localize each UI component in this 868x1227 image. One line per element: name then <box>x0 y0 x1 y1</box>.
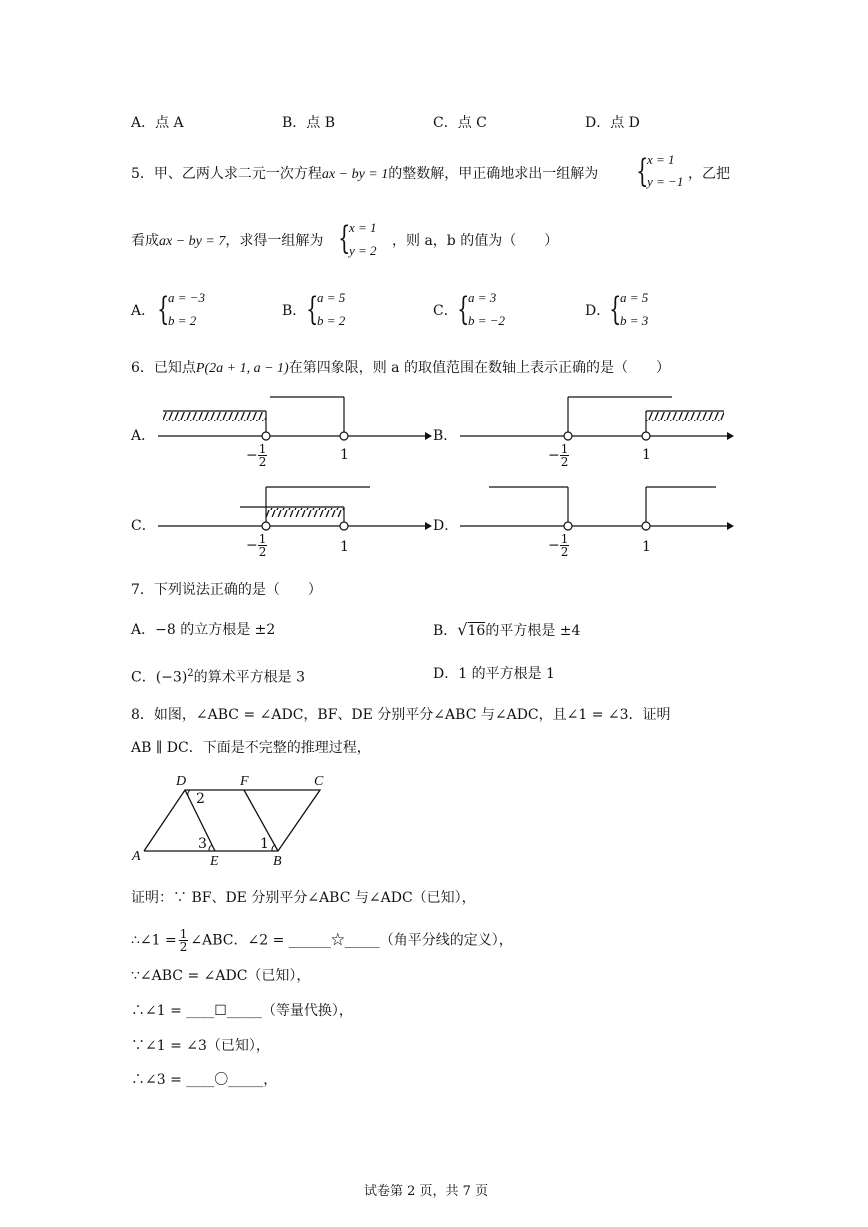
q5-option-a-label: A． <box>131 303 156 319</box>
q5-brace-2: { <box>338 219 351 257</box>
fig-label-1: 1 <box>260 836 269 852</box>
tick-neg-half-c: − $\frac{1}{2}$ <box>246 532 267 559</box>
q6-label-b: B． <box>433 428 458 444</box>
tick-one-a: 1 <box>340 447 349 463</box>
q5-option-b-top: a = 5 <box>317 290 346 305</box>
q4-option-d: D．点 D <box>585 115 640 131</box>
fig-label-b: B <box>273 854 282 869</box>
q5-option-d-bot: b = 3 <box>620 313 649 328</box>
q7-option-a: A．−8 的立方根是 ±2 <box>131 622 276 638</box>
q5-option-a-bot: b = 2 <box>168 313 197 328</box>
proof-line-5: ∵∠1 = ∠3（已知）， <box>131 1038 270 1054</box>
q7-option-c: C．$(-3)^2$的算术平方根是 3 <box>131 668 306 686</box>
proof-line-3: ∵∠ABC = ∠ADC（已知）， <box>131 968 311 984</box>
q5-stem-line1-end: ，乙把 <box>688 166 730 182</box>
tick-one-c: 1 <box>340 539 349 555</box>
q8-stem-line1: 8．如图，∠ABC = ∠ADC，BF、DE 分别平分∠ABC 与∠ADC，且∠1 = ∠3．证明 <box>131 707 671 723</box>
fig-label-a: A <box>132 849 141 864</box>
q5-option-b-brace: { <box>306 290 319 328</box>
proof-line-1: 证明：∵ BF、DE 分别平分∠ABC 与∠ADC（已知）， <box>131 890 476 906</box>
fig-label-d: D <box>176 774 187 789</box>
tick-neg-half-a: − $\frac{1}{2}$ <box>246 442 267 469</box>
tick-one-d: 1 <box>642 539 651 555</box>
page-footer: 试卷第 2 页，共 7 页 <box>364 1184 489 1199</box>
fig-label-f: F <box>240 774 249 789</box>
q7-option-b: B．√16的平方根是 ±4 <box>433 620 581 639</box>
proof-line-2: ∴∠1 = $\frac{1}{2}$ ∠ABC．∠2 = ______☆_____（角平分线的定义）， <box>131 927 513 954</box>
q5-option-c-top: a = 3 <box>468 290 497 305</box>
tick-one-b: 1 <box>642 447 651 463</box>
tick-neg-half-d: − $\frac{1}{2}$ <box>548 532 569 559</box>
proof-line-6: ∴∠3 = ____〇_____， <box>131 1072 278 1088</box>
q5-sys1-bot: y = −1 <box>647 174 684 189</box>
q6-stem: 6．已知点P(2a + 1, a − 1)在第四象限，则 a 的取值范围在数轴上表示正确的是（ ） <box>131 360 670 376</box>
q6-label-d: D． <box>433 518 459 534</box>
fig-label-2: 2 <box>196 791 205 807</box>
tick-neg-half-b: − $\frac{1}{2}$ <box>548 442 569 469</box>
q5-sys2-bot: y = 2 <box>349 243 377 258</box>
q5-option-a-top: a = −3 <box>168 290 206 305</box>
q5-option-b-label: B． <box>282 303 307 319</box>
q7-stem: 7．下列说法正确的是（ ） <box>131 582 322 598</box>
q6-label-c: C． <box>131 518 156 534</box>
q5-option-d-label: D． <box>585 303 611 319</box>
fig-label-e: E <box>210 854 219 869</box>
q5-option-c-bot: b = −2 <box>468 313 506 328</box>
q5-option-d-top: a = 5 <box>620 290 649 305</box>
q8-stem-line2: AB ∥ DC．下面是不完整的推理过程， <box>131 740 371 756</box>
q5-sys1-top: x = 1 <box>647 152 675 167</box>
q5-sys2-top: x = 1 <box>349 220 377 235</box>
q5-option-a-brace: { <box>157 290 170 328</box>
q4-option-c: C．点 C <box>433 115 487 131</box>
fig-label-3: 3 <box>198 836 207 852</box>
q5-stem-line1: 5．甲、乙两人求二元一次方程ax − by = 1的整数解，甲正确地求出一组解为 <box>131 166 599 182</box>
q7-option-d: D．1 的平方根是 1 <box>433 666 555 682</box>
q5-option-d-brace: { <box>609 290 622 328</box>
proof-line-4: ∴∠1 = ____☐_____（等量代换）， <box>131 1003 353 1019</box>
q5-brace-1: { <box>636 152 649 190</box>
q4-option-b: B．点 B <box>282 115 336 131</box>
q5-option-c-brace: { <box>457 290 470 328</box>
q5-option-c-label: C． <box>433 303 458 319</box>
q4-option-a: A．点 A <box>131 115 184 131</box>
fig-label-c: C <box>314 774 324 789</box>
q5-option-b-bot: b = 2 <box>317 313 346 328</box>
q5-stem-line2-end: ，则 a，b 的值为（ ） <box>392 233 559 249</box>
q6-label-a: A． <box>131 428 156 444</box>
q5-stem-line2: 看成ax − by = 7，求得一组解为 <box>131 233 324 249</box>
